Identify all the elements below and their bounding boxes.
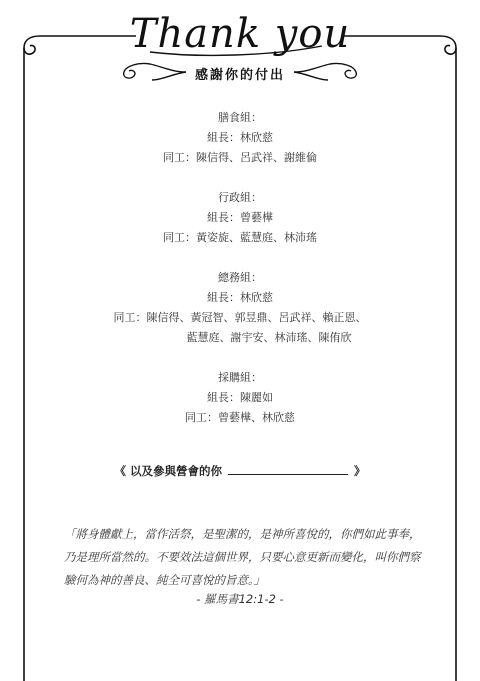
name-blank-line <box>228 464 348 475</box>
section-line: 組長：林欣慈 <box>207 291 273 304</box>
section-line: 同工：曾藝樺、林欣慈 <box>185 411 295 424</box>
section-line: 藍慧庭、謝宇安、林沛瑤、陳侑欣 <box>186 331 352 344</box>
section-name: 採購組： <box>218 371 262 384</box>
closing-line <box>0 463 480 479</box>
closing-suffix: 》 <box>354 464 366 478</box>
verse-citation: - 羅馬書12:1-2 - <box>196 592 284 606</box>
thank-you-title: Thank you <box>129 11 351 57</box>
team-section-catering <box>0 108 480 168</box>
section-line: 組長：陳麗如 <box>207 391 273 404</box>
team-section-admin <box>0 188 480 248</box>
section-name: 膳食組： <box>218 111 262 124</box>
section-line: 同工：陳信得、黃冠智、郭昱鼎、呂武祥、賴正恩、 <box>113 311 367 324</box>
team-sections <box>0 108 480 448</box>
section-line: 同工：黃姿旋、藍慧庭、林沛瑤 <box>163 231 317 244</box>
team-section-purchasing <box>0 368 480 428</box>
section-line: 同工：陳信得、呂武祥、謝維倫 <box>163 151 317 164</box>
closing-prefix: 《 以及參與營會的你 <box>114 464 222 478</box>
section-line: 組長：林欣慈 <box>207 131 273 144</box>
section-name: 總務組： <box>218 271 262 284</box>
section-name: 行政組： <box>218 191 262 204</box>
bible-verse: 「將身體獻上，當作活祭，是聖潔的，是神所喜悅的，你們如此事奉，乃是理所當然的。不要效法這個世界，只要心意更新而變化，叫你們察驗何為神的善良、純全可喜悅的旨意。」 <box>64 527 421 587</box>
team-section-general-affairs <box>0 268 480 348</box>
section-line: 組長：曾藝樺 <box>207 211 273 224</box>
page-subtitle: 感謝你的付出 <box>194 68 285 83</box>
